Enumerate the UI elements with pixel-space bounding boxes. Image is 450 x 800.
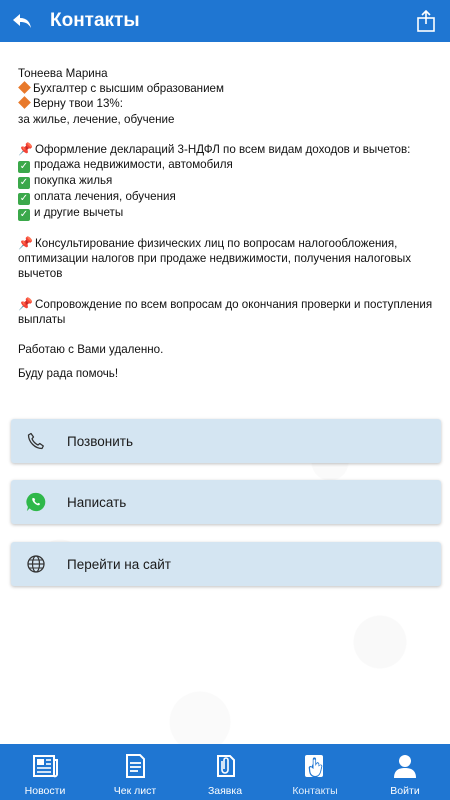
paperclip-icon xyxy=(210,751,240,781)
tab-news[interactable] xyxy=(0,744,90,800)
text-line: за жилье, лечение, обучение xyxy=(18,112,175,126)
whatsapp-icon xyxy=(25,491,47,513)
tab-request[interactable] xyxy=(180,744,270,800)
diamond-icon xyxy=(18,97,31,110)
tab-contacts[interactable] xyxy=(270,744,360,800)
checkmark-icon: ✓ xyxy=(19,161,29,173)
checkmark-icon: ✓ xyxy=(19,193,29,205)
check-item: ✓ продажа недвижимости, автомобиля xyxy=(19,158,233,173)
page-title: Контакты xyxy=(50,10,140,31)
section-title: 📌 Сопровождение по всем вопросам до окончания проверки и поступления xyxy=(18,296,433,311)
text-line: выплаты xyxy=(18,312,66,326)
pushpin-icon: 📌 xyxy=(18,236,33,251)
bottom-tab-bar xyxy=(0,744,450,800)
tab-login-label: Войти xyxy=(390,785,420,797)
text-line: Буду рада помочь! xyxy=(18,367,119,381)
top-app-bar xyxy=(0,0,450,42)
call-button[interactable] xyxy=(11,419,441,463)
website-button-label: Перейти на сайт xyxy=(67,556,171,572)
tab-checklist-label: Чек лист xyxy=(113,785,157,797)
checklist-icon xyxy=(120,751,150,781)
section-title: 📌 Оформление деклараций 3-НДФЛ по всем видам доходов и вычетов: xyxy=(18,141,411,156)
text-line: оптимизации налогов при продаже недвижимости, получения налоговых xyxy=(18,252,411,266)
contact-description xyxy=(18,66,438,381)
check-item: ✓ и другие вычеты xyxy=(19,206,124,221)
globe-icon xyxy=(25,553,47,575)
check-item: ✓ покупка жилья xyxy=(19,174,113,189)
checkmark-icon: ✓ xyxy=(19,177,29,189)
tab-login[interactable] xyxy=(360,744,450,800)
write-button-label: Написать xyxy=(67,494,127,510)
bullet-line: Бухгалтер с высшим образованием xyxy=(18,81,438,96)
pushpin-icon: 📌 xyxy=(18,141,33,156)
tab-request-label: Заявка xyxy=(207,785,243,797)
call-button-label: Позвонить xyxy=(67,433,133,449)
share-icon xyxy=(416,10,436,32)
back-button[interactable] xyxy=(0,0,44,42)
section-title: 📌 Консультирование физических лиц по вопросам налогообложения, xyxy=(18,236,398,251)
newspaper-icon xyxy=(30,751,60,781)
back-arrow-icon xyxy=(11,12,33,30)
user-icon xyxy=(390,751,420,781)
check-item: ✓ оплата лечения, обучения xyxy=(19,190,176,205)
tab-contacts-label: Контакты xyxy=(292,785,338,797)
contacts-icon xyxy=(300,751,330,781)
tab-checklist[interactable] xyxy=(90,744,180,800)
share-button[interactable] xyxy=(410,5,442,37)
diamond-icon xyxy=(18,81,31,94)
bullet-line: Верну твои 13%: xyxy=(18,96,438,111)
write-button[interactable] xyxy=(11,480,441,524)
checkmark-icon: ✓ xyxy=(19,209,29,221)
text-line: вычетов xyxy=(18,267,63,281)
pushpin-icon: 📌 xyxy=(18,296,33,311)
website-button[interactable] xyxy=(11,542,441,586)
text-line: Работаю с Вами удаленно. xyxy=(18,343,164,357)
contact-name: Тонеева Марина xyxy=(18,67,108,80)
contacts-content xyxy=(0,42,450,744)
phone-icon xyxy=(25,430,47,452)
tab-news-label: Новости xyxy=(24,785,66,797)
